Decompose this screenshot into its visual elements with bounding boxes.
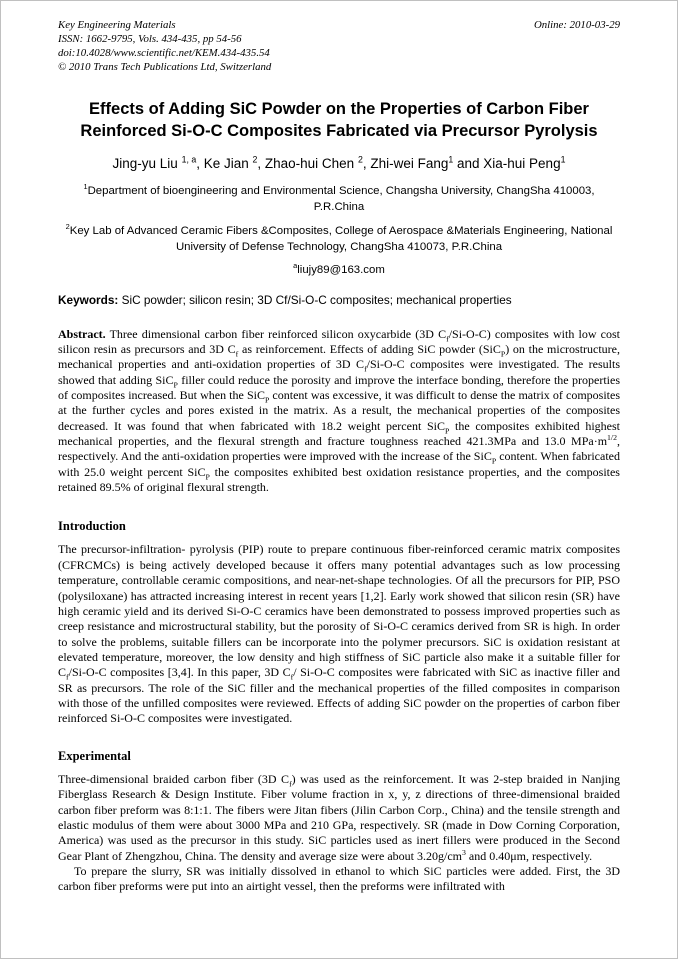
- journal-header: [58, 18, 620, 74]
- doi-line: doi:10.4028/www.scientific.net/KEM.434-435.54: [58, 47, 270, 60]
- journal-info: [58, 18, 271, 74]
- authors-line: Jing-yu Liu $^{1, a}$, Ke Jian $^2$, Zhao-hui Chen $^2$, Zhi-wei Fang$^1$ and Xia-hui Peng$^1$: [112, 154, 566, 171]
- introduction-paragraph: The precursor-infiltration- pyrolysis (PIP) route to prepare continuous fiber-reinforced ceramic matrix composites (CFRCMCs) is being actively developed because it offers many potential advantages such as low processing temperature, controllable ceramic compositions, and near-net-shape technologies. Of all the precursors for PIP, PSO (polysiloxane) has attracted increasing interest in recent years [1,2]. Early work showed that silicon resin (SR) have high ceramic yield and its derived Si-O-C ceramics have been demonstrated to possess improved properties such as creep resistance and microstructural stability, but the porosity of Si-O-C ceramics derived from SR is high. In order to solve the problems, suitable fillers can be incorporate into the polymer precursors. SiC is oxidation resistant at elevated temperature, moreover, the low density and high stiffness of SiC particle also make it a suitable filler for $C_f/Si-O-C$ composites [3,4]. In this paper, 3D $C_f/$ Si-O-C composites were fabricated with SiC as inactive filler and SR as precursors. The role of the SiC filler and the mechanical properties of the filled composites in comparison with those of the unfilled composites were reviewed. Effects of adding SiC powder on the properties of carbon fiber reinforced Si-O-C composites were investigated.: [58, 542, 620, 726]
- online-date: Online: 2010-03-29: [533, 19, 620, 31]
- section-heading-experimental: Experimental: [58, 748, 131, 763]
- abstract-paragraph: Abstract. Three dimensional carbon fiber reinforced silicon oxycarbide (3D $C_f/Si-O-C$) composites with low cost silicon resin as precursors and 3D $C_f$ as reinforcement. Effects of adding SiC powder (SiC$_P$) on the microstructure, mechanical properties and anti-oxidation properties of 3D $C_f/Si-O-C$ composites were investigated. The results showed that adding SiC$_P$ filler could reduce the porosity and improve the interface bonding, therefore the properties of composites increased. But when the SiC$_P$ content was excessive, it was difficult to dense the matrix of composites at the further cycles and pores existed in the matrix. As a result, the mechanical properties of the composites decreased. It was found that when fabricated with 18.2 weight percent SiC$_P$ the composites exhibited highest mechanical properties, and the flexural strength and fracture toughness reached 421.3MPa and 13.0 $MPa\cdot m^{1/2}$, respectively. And the anti-oxidation properties were improved with the increase of the SiC$_P$ content. When fabricated with 25.0 weight percent SiC$_P$ the composites exhibited best oxidation resistance properties, and the composites retained 89.5% of original flexural strength.: [58, 326, 621, 495]
- experimental-paragraph-2: To prepare the slurry, SR was initially dissolved in ethanol to which SiC particles were added. First, the 3D carbon fiber preforms were put into an airtight vessel, then the preforms were infiltrated with: [58, 863, 620, 894]
- experimental-paragraph-1: Three-dimensional braided carbon fiber (3D $C_f$) was used as the reinforcement. It was 2-step braided in Nanjing Fiberglass Research & Design Institute. Fiber volume fraction in x, y, z directions of three-dimensional braided carbon fiber preform was 8:1:1. The fibers were Jitan fibers (Jilin Carbon Corp., China) and the tensile strength and elastic modulus of them were about 3000 MPa and 210 GPa, respectively. SR (made in Dow Corning Corporation, America) was used as the precursor in this study. SiC particles used as inert fillers were produced in the Second Gear Plant of Zhengzhou, China. The density and average size were about $3.20g/cm^3$ and 0.40μm, respectively.: [58, 771, 620, 863]
- journal-name: Key Engineering Materials: [58, 19, 176, 31]
- section-heading-introduction: Introduction: [58, 519, 126, 534]
- paper-title: Effects of Adding SiC Powder on the Properties of Carbon Fiber Reinforced Si-O-C Composites Fabricated via Precursor Pyrolysis: [80, 100, 598, 141]
- affiliation-2: $^2$Key Lab of Advanced Ceramic Fibers &Composites, College of Aerospace &Materials Engineering, National University of Defense Technology, ChangSha 410073, P.R.China: [65, 221, 613, 253]
- keywords-line: Keywords: SiC powder; silicon resin; 3D Cf/Si-O-C composites; mechanical properties: [58, 292, 512, 307]
- email-line: $^a$liujy89@163.com: [293, 260, 385, 276]
- issn-line: ISSN: 1662-9795, Vols. 434-435, pp 54-56: [58, 33, 242, 46]
- affiliation-1: $^1$Department of bioengineering and Environmental Science, Changsha University, ChangSha 410003, P.R.China: [83, 181, 595, 213]
- copyright-line: © 2010 Trans Tech Publications Ltd, Switzerland: [58, 61, 272, 74]
